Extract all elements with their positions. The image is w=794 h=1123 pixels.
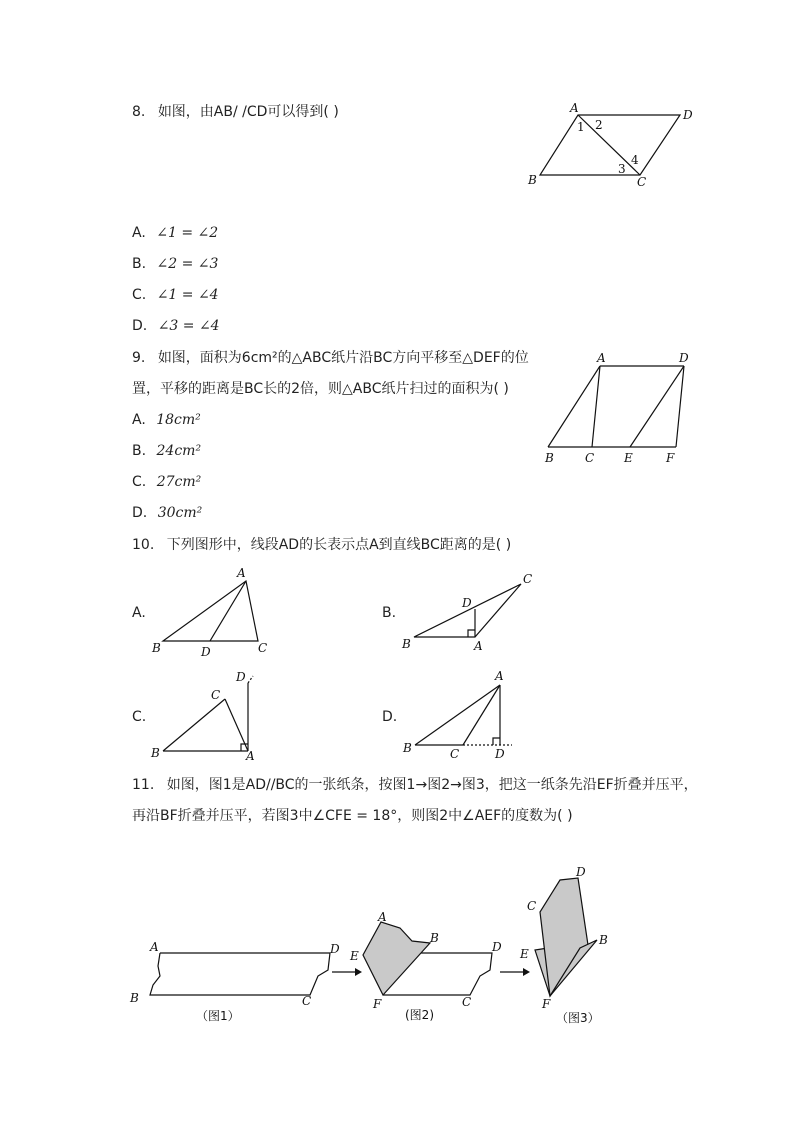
q10-option-d[interactable]: D. <box>382 709 398 725</box>
label-C: C <box>462 995 472 1009</box>
label-C: C <box>211 688 221 702</box>
label-D: D <box>495 747 505 761</box>
q11-figure-1 <box>129 940 340 1023</box>
label-A: A <box>150 940 159 954</box>
paper-strip <box>150 953 330 995</box>
label-C: C <box>258 641 268 655</box>
label-B: B <box>528 173 537 187</box>
folded-flap <box>363 922 430 995</box>
label-D: D <box>576 865 586 879</box>
q10-option-b[interactable]: B. <box>382 605 397 621</box>
question-number: 8. <box>132 104 146 120</box>
figure-caption: （图1） <box>196 1009 240 1023</box>
label-E: E <box>624 451 633 465</box>
question-number: 11. <box>132 777 155 793</box>
label-E: E <box>350 949 359 963</box>
q9-option-b[interactable]: B. 24cm² <box>132 443 202 459</box>
label-F: F <box>542 997 551 1011</box>
angle-2: 2 <box>595 118 603 132</box>
arrow-1-to-2 <box>332 968 362 976</box>
label-D: D <box>679 351 689 365</box>
figure-caption: (图2) <box>405 1008 434 1022</box>
q8-option-c[interactable]: C. ∠1 = ∠4 <box>132 287 219 303</box>
label-B: B <box>430 931 439 945</box>
angle-3: 3 <box>618 162 626 176</box>
q9-option-d[interactable]: D. 30cm² <box>132 505 203 521</box>
label-C: C <box>637 175 647 189</box>
angle-4: 4 <box>631 153 639 167</box>
label-C: C <box>523 572 533 586</box>
label-D: D <box>462 596 472 610</box>
question-text-line1: 如图，图1是AD//BC的一张纸条，按图1→图2→图3，把这一纸条先沿EF折叠并压平， <box>166 777 698 793</box>
label-D: D <box>330 942 340 956</box>
label-C: C <box>450 747 460 761</box>
label-B: B <box>599 933 608 947</box>
q9-option-c[interactable]: C. 27cm² <box>132 474 202 490</box>
label-B: B <box>402 637 411 651</box>
question-text-line2: 置，平移的距离是BC长的2倍，则△ABC纸片扫过的面积为( ) <box>132 381 509 397</box>
label-C: C <box>585 451 595 465</box>
figure-caption: （图3） <box>556 1011 600 1025</box>
label-B: B <box>130 991 139 1005</box>
q11-figure-3 <box>519 865 608 1025</box>
angle-1: 1 <box>577 120 585 134</box>
q8-option-b[interactable]: B. ∠2 = ∠3 <box>132 256 219 272</box>
label-A: A <box>597 351 606 365</box>
label-B: B <box>545 451 554 465</box>
label-D: D <box>201 645 211 659</box>
q8-option-a[interactable]: A. ∠1 = ∠2 <box>132 225 219 241</box>
label-A: A <box>237 566 246 580</box>
q11-figure-2 <box>349 910 502 1022</box>
label-B: B <box>403 741 412 755</box>
label-D: D <box>492 940 502 954</box>
question-number: 10. <box>132 537 155 553</box>
q10-option-c[interactable]: C. <box>132 709 147 725</box>
question-text: 如图，由AB/ /CD可以得到( ) <box>157 104 339 120</box>
q9-option-a[interactable]: A. 18cm² <box>132 412 201 428</box>
label-F: F <box>373 997 382 1011</box>
question-text: 下列图形中，线段AD的长表示点A到直线BC距离的是( ) <box>166 537 512 553</box>
label-C: C <box>527 899 537 913</box>
arrow-2-to-3 <box>500 968 530 976</box>
label-A: A <box>474 639 483 653</box>
label-B: B <box>152 641 161 655</box>
question-text-line1: 如图，面积为6cm²的△ABC纸片沿BC方向平移至△DEF的位 <box>157 350 529 366</box>
label-D: D <box>236 670 246 684</box>
label-B: B <box>151 746 160 760</box>
q8-option-d[interactable]: D. ∠3 = ∠4 <box>132 318 220 334</box>
label-A: A <box>495 669 504 683</box>
label-E: E <box>520 947 529 961</box>
question-text-line2: 再沿BF折叠并压平，若图3中∠CFE = 18°，则图2中∠AEF的度数为( ) <box>132 808 573 824</box>
label-A: A <box>246 749 255 763</box>
label-A: A <box>378 910 387 924</box>
label-C: C <box>302 994 312 1008</box>
label-F: F <box>666 451 675 465</box>
label-D: D <box>683 108 693 122</box>
question-number: 9. <box>132 350 146 366</box>
q10-option-a[interactable]: A. <box>132 605 146 621</box>
label-A: A <box>570 101 579 115</box>
